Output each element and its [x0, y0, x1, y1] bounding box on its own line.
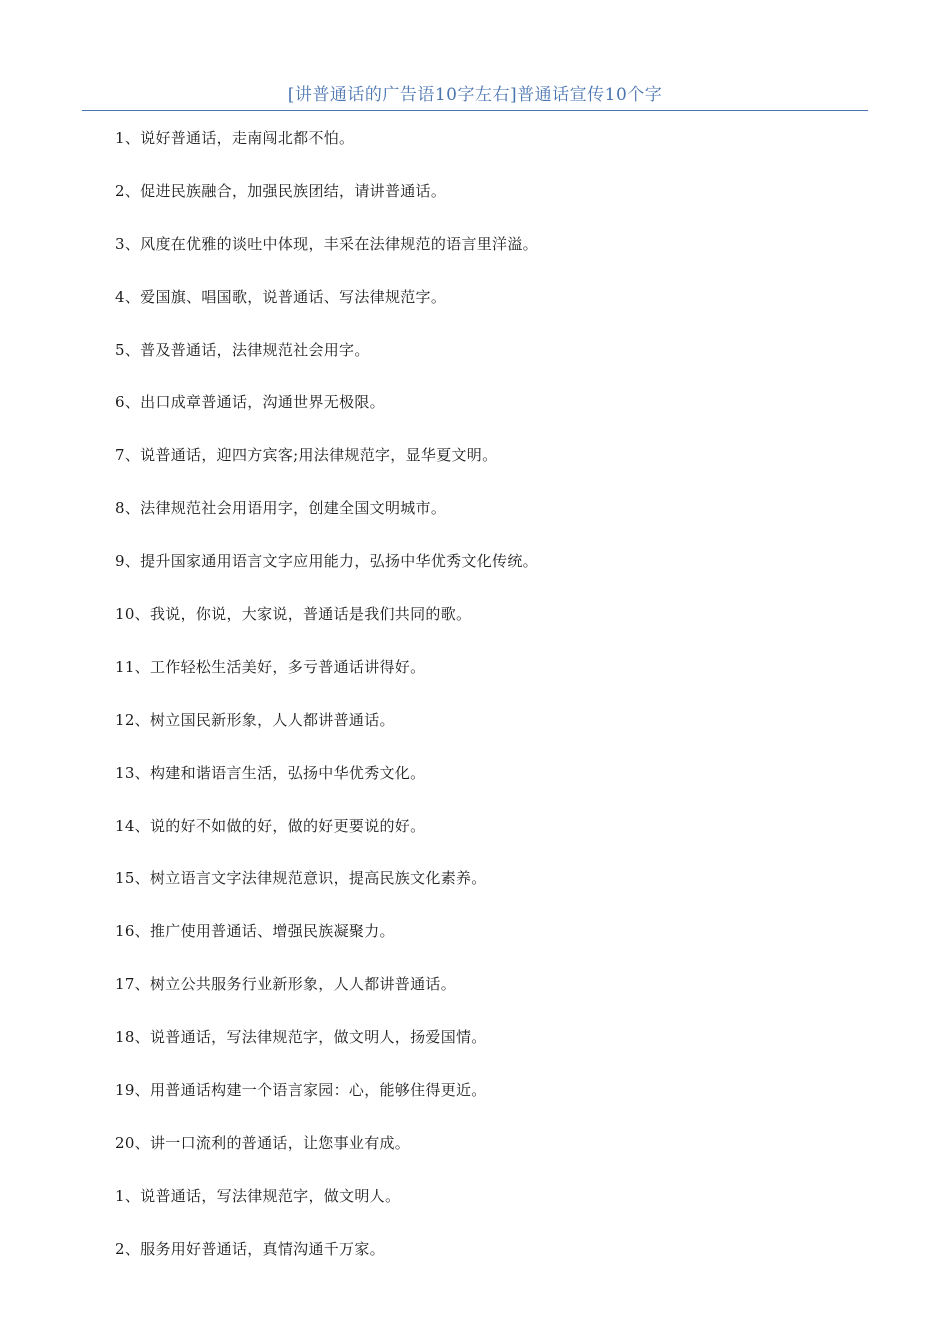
list-item: 17、树立公共服务行业新形象，人人都讲普通话。: [115, 975, 456, 994]
list-item: 6、出口成章普通话，沟通世界无极限。: [115, 393, 385, 412]
list-item: 2、服务用好普通话，真情沟通千万家。: [115, 1239, 385, 1258]
list-item: 13、构建和谐语言生活，弘扬中华优秀文化。: [115, 763, 426, 782]
list-item: 10、我说，你说，大家说，普通话是我们共同的歌。: [115, 605, 472, 624]
list-item: 9、提升国家通用语言文字应用能力，弘扬中华优秀文化传统。: [115, 552, 538, 571]
list-item: 3、风度在优雅的谈吐中体现，丰采在法律规范的语言里洋溢。: [115, 234, 538, 253]
list-item: 14、说的好不如做的好，做的好更要说的好。: [115, 816, 426, 835]
list-item: 18、说普通话，写法律规范字，做文明人，扬爱国情。: [115, 1028, 487, 1047]
list-item: 16、推广使用普通话、增强民族凝聚力。: [115, 922, 395, 941]
list-item: 8、法律规范社会用语用字，创建全国文明城市。: [115, 499, 447, 518]
list-item: 7、说普通话，迎四方宾客;用法律规范字，显华夏文明。: [115, 446, 498, 465]
list-item: 5、普及普通话，法律规范社会用字。: [115, 340, 370, 359]
list-item: 12、树立国民新形象，人人都讲普通话。: [115, 710, 395, 729]
list-item: 1、说好普通话，走南闯北都不怕。: [115, 129, 355, 147]
list-item: 2、促进民族融合，加强民族团结，请讲普通话。: [115, 181, 447, 200]
list-item: 1、说普通话，写法律规范字，做文明人。: [115, 1186, 401, 1205]
list-item: 15、树立语言文字法律规范意识，提高民族文化素养。: [115, 869, 487, 888]
slogan-list: [115, 126, 875, 1290]
list-item: 11、工作轻松生活美好，多亏普通话讲得好。: [115, 657, 426, 676]
list-item: 20、讲一口流利的普通话，让您事业有成。: [115, 1133, 411, 1152]
page-header: [82, 84, 868, 111]
list-item: 19、用普通话构建一个语言家园：心，能够住得更近。: [115, 1081, 487, 1100]
page-title: [讲普通话的广告语10字左右]普通话宣传10个字: [287, 85, 663, 105]
list-item: 4、爱国旗、唱国歌，说普通话、写法律规范字。: [115, 287, 447, 306]
